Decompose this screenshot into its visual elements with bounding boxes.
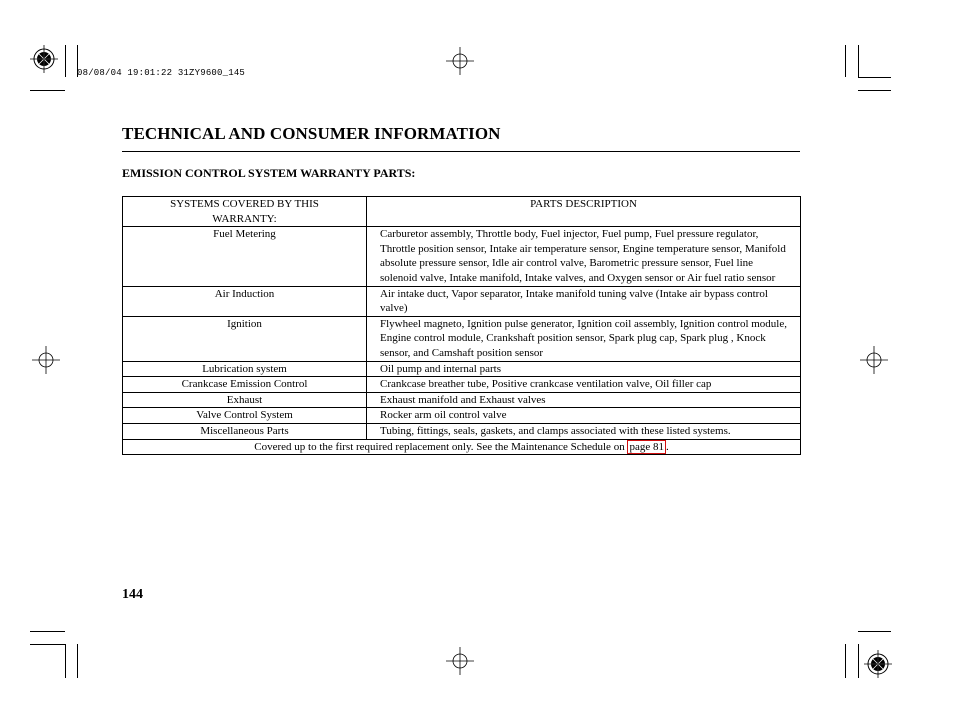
parts-cell: Tubing, fittings, seals, gaskets, and clamps associated with these listed systems. — [367, 423, 801, 439]
crop-mark — [77, 644, 78, 678]
crop-mark — [858, 45, 859, 77]
system-cell: Miscellaneous Parts — [123, 423, 367, 439]
system-cell: Valve Control System — [123, 408, 367, 424]
table-row — [123, 377, 801, 393]
page-81-link[interactable]: page 81 — [629, 440, 664, 453]
parts-cell: Rocker arm oil control valve — [367, 408, 801, 424]
table-row — [123, 392, 801, 408]
crop-mark — [845, 45, 846, 77]
crop-mark — [845, 644, 846, 678]
footer-cell — [123, 439, 801, 455]
footer-text: Covered up to the first required replacement only. See the Maintenance Schedule on — [254, 440, 628, 453]
registration-sunburst-icon — [864, 650, 892, 678]
parts-cell: Crankcase breather tube, Positive crankcase ventilation valve, Oil filler cap — [367, 377, 801, 393]
parts-cell: Flywheel magneto, Ignition pulse generator, Ignition coil assembly, Ignition control module, Engine control module, Crankshaft position sensor, Spark plug cap, Spark plug , Knock sensor, and Camshaft position sensor — [367, 316, 801, 361]
registration-crosshair-icon — [446, 647, 474, 675]
page-number: 144 — [122, 587, 143, 602]
registration-crosshair-icon — [446, 47, 474, 75]
crop-mark — [30, 631, 65, 632]
crop-mark — [65, 644, 66, 678]
table-row — [123, 316, 801, 361]
parts-cell: Carburetor assembly, Throttle body, Fuel injector, Fuel pump, Fuel pressure regulator, Throttle position sensor, Intake air temperature sensor, Engine temperature sensor, Manifold absolute pressure sensor, Idle air control valve, Barometric pressure sensor, Fuel line solenoid valve, Intake manifold, Intake valves, and Oxygen sensor or Air fuel ratio sensor — [367, 227, 801, 286]
system-cell: Lubrication system — [123, 361, 367, 377]
parts-cell: Oil pump and internal parts — [367, 361, 801, 377]
print-stamp: 08/08/04 19:01:22 31ZY9600_145 — [77, 68, 246, 78]
system-cell: Crankcase Emission Control — [123, 377, 367, 393]
system-cell: Fuel Metering — [123, 227, 367, 286]
header-systems: SYSTEMS COVERED BY THIS WARRANTY: — [123, 197, 367, 227]
section-subtitle: EMISSION CONTROL SYSTEM WARRANTY PARTS: — [122, 166, 416, 180]
registration-sunburst-icon — [30, 45, 58, 73]
table-row — [123, 286, 801, 316]
title-rule — [122, 151, 800, 152]
table-header-row — [123, 197, 801, 227]
page-title: TECHNICAL AND CONSUMER INFORMATION — [122, 124, 501, 143]
system-cell: Ignition — [123, 316, 367, 361]
parts-cell: Exhaust manifold and Exhaust valves — [367, 392, 801, 408]
registration-crosshair-icon — [32, 346, 60, 374]
crop-mark — [858, 77, 891, 78]
table-row — [123, 423, 801, 439]
crop-mark — [65, 45, 66, 77]
crop-mark — [858, 644, 859, 678]
header-parts: PARTS DESCRIPTION — [367, 197, 801, 227]
table-row — [123, 361, 801, 377]
system-cell: Exhaust — [123, 392, 367, 408]
registration-crosshair-icon — [860, 346, 888, 374]
crop-mark — [30, 644, 65, 645]
parts-cell: Air intake duct, Vapor separator, Intake manifold tuning valve (Intake air bypass control valve) — [367, 286, 801, 316]
table-footer-row — [123, 439, 801, 455]
warranty-parts-table — [122, 196, 801, 455]
crop-mark — [858, 90, 891, 91]
crop-mark — [30, 90, 65, 91]
table-row — [123, 408, 801, 424]
footer-end: . — [665, 440, 669, 453]
crop-mark — [858, 631, 891, 632]
system-cell: Air Induction — [123, 286, 367, 316]
table-row — [123, 227, 801, 286]
